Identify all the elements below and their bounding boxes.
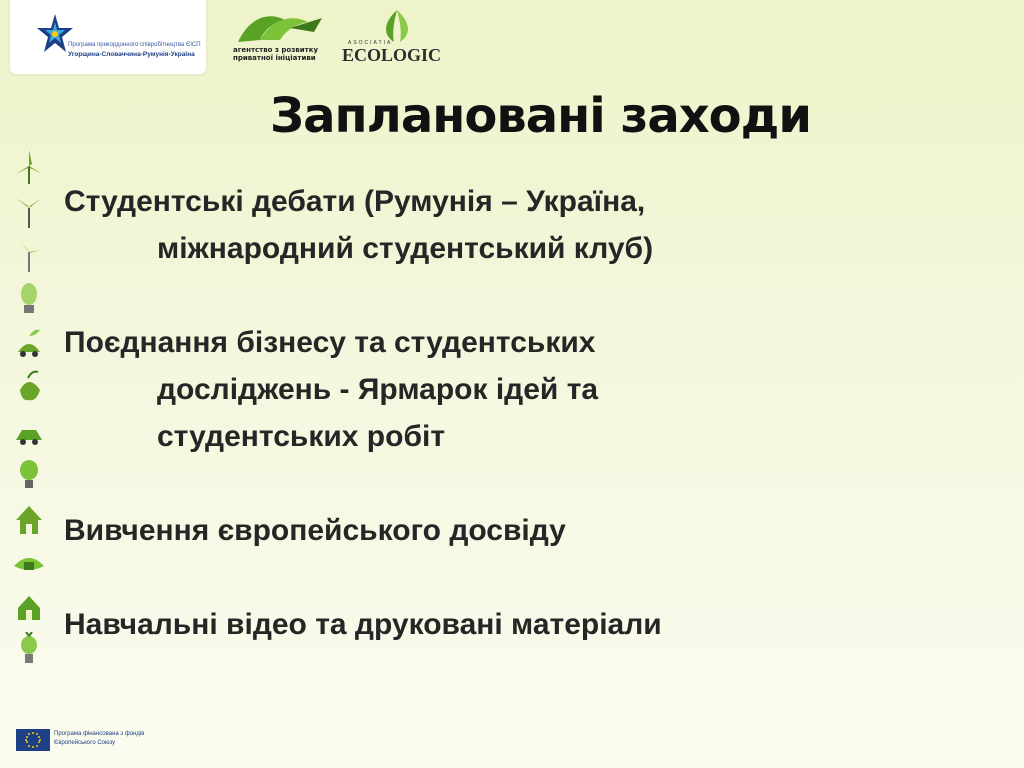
house-icon [12,500,46,538]
program-line-2: Угорщина-Словаччина-Румунія-Україна [68,51,195,58]
green-bulb-icon [12,632,46,670]
activity-list [64,178,964,695]
footer-line-1: Програма фінансована з фондів [54,731,145,737]
eco-car-icon [12,412,46,450]
eco-bulb-icon [12,456,46,494]
item-text: Навчальні відео та друковані матеріали [64,608,662,641]
item-text: Студентські дебати (Румунія – Україна, [64,185,646,218]
wind-turbine-icon [12,148,46,186]
ecologic-name: ECOLOGIC [342,45,442,65]
list-item [64,178,964,272]
footer-line-2: Європейського Союзу [54,740,116,746]
apple-icon [12,368,46,406]
list-item [64,601,964,648]
footer-funding-text [54,730,144,748]
agency-line-2: приватної ініціативи [233,54,316,62]
leaf-house-icon [12,544,46,582]
bulb-icon [12,280,46,318]
agency-line-1: агентство з розвитку [233,46,319,54]
turbine-icon [12,192,46,230]
leaf-car-icon [12,324,46,362]
small-turbine-icon [12,236,46,274]
item-text-cont: досліджень - Ярмарок ідей та [157,373,599,406]
item-text-cont: міжнародний студентський клуб) [157,232,654,265]
agency-name [233,46,318,62]
eco-icon-column [12,148,52,676]
list-item [64,319,964,460]
eu-flag-icon [16,729,50,751]
item-text-cont: студентських робіт [157,420,446,453]
green-house-icon [12,588,46,626]
ecologic-asociatia: ASOCIATIA [348,40,393,46]
item-text: Поєднання бізнесу та студентських [64,326,596,359]
item-text: Вивчення європейського досвіду [64,514,566,547]
list-item [64,507,964,554]
page-title: Заплановані заходи [270,88,812,144]
program-line-1: Програма прикордонного співробітництва ЄІСП [68,42,201,48]
program-logo-box [10,0,206,74]
